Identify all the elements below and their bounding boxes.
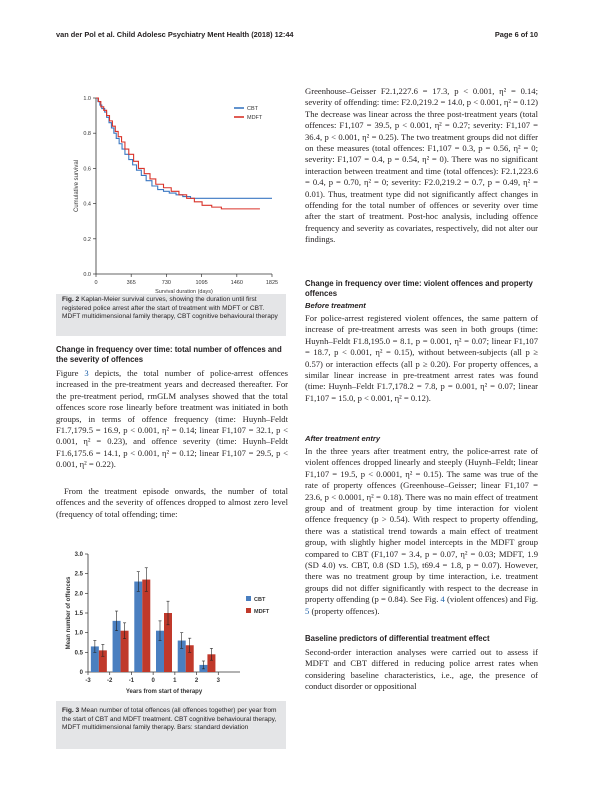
y-axis-title: Mean number of offences: [66, 576, 72, 650]
figure-2-plot-area: [56, 58, 286, 294]
legend-swatch-mdft: [246, 608, 251, 613]
subheading-after-treatment: After treatment entry: [305, 434, 381, 443]
y-tick-label: 1.0: [74, 630, 83, 637]
y-tick-label: 0.6: [83, 166, 91, 173]
paragraph-total-offences: [56, 368, 288, 471]
y-tick-label: 1.5: [74, 611, 83, 617]
paragraph-text: (property offences).: [309, 605, 380, 616]
figure-2-caption-text: Kaplan-Meier survival curves, showing the duration until first registered police arrest after the start of treatment with MDFT or CBT. MDFT multidimensional family therapy, CBT cognitive behavioural therapy: [62, 296, 278, 321]
x-tick-label: 1825: [265, 280, 279, 286]
paragraph-before-treatment: For police-arrest registered violent offences, the same pattern of increase of pre-treatment arrests was seen in both groups (time: Huynh–Feldt F1.8,195.0 = 8.1, p = 0.001, η² = 0.07; linear F1,107 = 18.7, p < 0.001, η² = 0.15), without between-subjects (all p ≥ 0.57) or interaction effects (all p ≥ 0.20). For property offences, a similar linear increase in pre-treatment arrest rates was found (time: Huynh–Feldt F1.7,178.2 = 7.8, p = 0.001, η² = 0.07; linear F1,107 = 15.0, p < 0.001, η² = 0.12).: [305, 313, 538, 403]
paragraph-post-treatment: From the treatment episode onwards, the number of total offences and the severity of offences dropped to almost zero level (frequency of total offending; time:: [56, 486, 288, 519]
y-tick-label: 1.0: [83, 96, 91, 102]
legend-label-mdft: MDFT: [254, 609, 270, 615]
figure-4-link[interactable]: 4: [440, 594, 445, 605]
figure-2-label: Fig. 2: [62, 296, 80, 303]
figure-3-link[interactable]: 3: [84, 368, 89, 378]
section-heading-baseline-predictors: Baseline predictors of differential treatment effect: [305, 634, 490, 643]
x-tick-label: 365: [126, 280, 136, 286]
y-tick-label: 0.5: [74, 650, 83, 657]
paragraph-continued-results: Greenhouse–Geisser F2.1,227.6 = 17.3, p < 0.001, η² = 0.14; severity of offending: time: F2.0,219.2 = 14.0, p < 0.001, η² = 0.12) The decrease was linear across the three post-treatment years (total offences: F1,107 = 39.5, p < 0.001, η² = 0.27; severity: F1,107 = 36.4, p < 0.001, η² = 0.25). The two treatment groups did not differ on these measures (total offences: F1,107 = 0.3, p = 0.56, η² = 0; severity: F1,107 = 0.4, p = 0.54, η² = 0). There was no significant interaction between treatment and time (total offences): F2.1,223.6 = 0.4, p = 0.70, η² = 0; severity: F2.0,219.2 = 0.7, p = 0.49, η² = 0.01). Thus, treatment type did not significantly affect changes in offending for the total number of offences or severity over time after the start of treatment. Post-hoc analysis, including offence frequency and severity as covariates, respectively, did not alter our findings.: [305, 86, 538, 245]
x-tick-label: -1: [128, 678, 135, 684]
legend-label-mdft: MDFT: [247, 115, 263, 121]
x-tick-label: 0: [94, 280, 98, 286]
paragraph-after-treatment: [305, 446, 538, 617]
x-axis-title: Years from start of therapy: [125, 689, 203, 695]
y-tick-label: 2.5: [74, 571, 83, 578]
y-tick-label: 0.4: [83, 201, 91, 208]
figure-2-caption: [62, 296, 284, 322]
x-tick-label: 3: [216, 678, 220, 684]
y-tick-label: 3.0: [74, 552, 83, 558]
legend-label-cbt: CBT: [254, 597, 266, 603]
y-axis-title: Cumulative survival: [74, 159, 80, 213]
paragraph-text: depicts, the total number of police-arrest offences increased in the pre-treatment years and decreased thereafter. For the pre-treatment period, rmGLM analyses showed that the total offences score rose linearly before treatment was initiated in both groups, in terms of offence frequency (time: Huynh–Feldt F1.7,179.5 = 16.9, p < 0.001, η² = 0.14; linear F1,107 = 32.1, p < 0.001, η² = 0.23), and offence severity (time: Huynh–Feldt F1.6,175.6 = 14.1, p < 0.001, η² = 0.12; linear F1,107 = 29.5, p < 0.001, η² = 0.22).: [56, 368, 288, 470]
paragraph-text: Figure: [56, 368, 85, 378]
x-tick-label: -3: [85, 678, 91, 684]
running-header-citation: van der Pol et al. Child Adolesc Psychiatry Ment Health (2018) 12:44: [56, 30, 294, 39]
figure-3-caption-text: Mean number of total offences (all offences together) per year from the start of CBT and MDFT treatment. CBT cognitive behavioural therapy, MDFT multidimensional family therapy. Bars: standard deviation: [62, 707, 277, 732]
figure-3-label: Fig. 3: [62, 707, 80, 714]
y-tick-label: 0.8: [83, 131, 91, 138]
section-heading-total-offences: Change in frequency over time: total number of offences and the severity of offences: [56, 345, 282, 365]
x-tick-label: 2: [194, 678, 199, 684]
kaplan-meier-chart: [56, 58, 286, 294]
x-tick-label: 1095: [195, 280, 208, 286]
x-axis-title: Survival duration (days): [155, 289, 213, 294]
legend-swatch-cbt: [246, 596, 251, 601]
y-tick-label: 0.0: [83, 272, 91, 278]
figure-2: [56, 58, 286, 336]
survival-line-cbt: [96, 98, 272, 198]
x-tick-label: 730: [161, 280, 171, 286]
paragraph-text: (violent offences) and Fig.: [444, 594, 539, 605]
bar-cbt: [134, 582, 142, 672]
figure-5-link[interactable]: 5: [305, 605, 310, 616]
figure-3-plot-area: [56, 538, 286, 701]
section-heading-violent-property: Change in frequency over time: violent offences and property offences: [305, 279, 533, 299]
bar-mdft: [142, 580, 150, 672]
figure-3-caption: [62, 707, 284, 733]
subheading-before-treatment: Before treatment: [305, 301, 366, 310]
x-tick-label: 1460: [230, 280, 243, 286]
x-tick-label: -2: [107, 678, 113, 684]
x-tick-label: 1: [173, 678, 177, 684]
page-number: Page 6 of 10: [494, 30, 538, 39]
legend-label-cbt: CBT: [247, 106, 258, 112]
y-tick-label: 0.2: [83, 236, 91, 243]
y-tick-label: 2.0: [74, 591, 83, 598]
offences-bar-chart: [56, 538, 286, 701]
paragraph-text: In the three years after treatment entry, the police-arrest rate of violent offences dropped linearly and steeply (Huynh–Feldt; linear F1,107 = 19.5, p < 0.0001, η² = 0.15). The same was true of the rate of property offences (Greenhouse–Geisser; linear F1,107 = 23.6, p < 0.0001, η² = 0.18). There was no main effect of treatment group and of treatment group by time interaction for violent offence frequency (p > 0.54). With respect to property offending, there was a statistical trend towards a main effect of treatment group, with slightly higher model intercepts in the MDFT group compared to CBT (F1,107 = 3.4, p = 0.07, η² = 0.03; MDFT, 1.9 (SD 4.0) vs. CBT, 0.8 (SD 1.5), t69.4 = 1.8, p = 0.07). However, there was no treatment group by time interaction, i.e. treatment groups did not differ significantly with respect to the decrease in property offending (p = 0.84). See Fig.: [305, 446, 538, 605]
paragraph-baseline-predictors: Second-order interaction analyses were carried out to assess if MDFT and CBT differed in reducing police arrest rates when considering baseline characteristics, i.e., age, the presence of conduct disorder or oppositional: [305, 647, 538, 692]
survival-line-mdft: [96, 98, 260, 209]
y-tick-label: 0: [79, 670, 83, 676]
x-tick-label: 0: [151, 678, 155, 684]
